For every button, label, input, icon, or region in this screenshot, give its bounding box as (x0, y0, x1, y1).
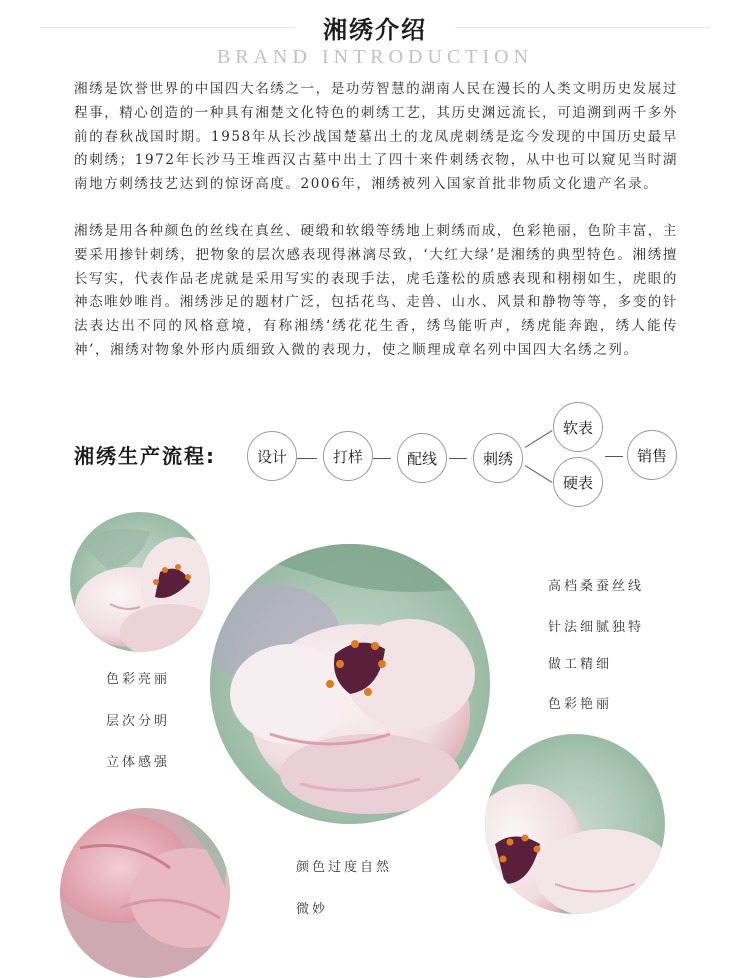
caption-right-3: 做工精细 (548, 657, 613, 672)
flow-step-design: 设计 (247, 431, 297, 481)
peony-embroidery-image (70, 512, 210, 652)
peony-embroidery-image (210, 544, 490, 824)
caption-right-2: 针法细腻独特 (548, 620, 645, 635)
peony-embroidery-image (485, 734, 665, 914)
flow-connector (525, 430, 553, 448)
caption-right-1: 高档桑蚕丝线 (548, 579, 645, 594)
caption-bottom-2: 微妙 (296, 902, 329, 917)
flow-step-sale: 销售 (627, 430, 677, 480)
flow-step-sample: 打样 (323, 431, 373, 481)
flow-connector (449, 458, 467, 459)
flow-step-embroider: 刺绣 (473, 433, 523, 483)
flow-connector (525, 465, 553, 483)
intro-paragraph-2: 湘绣是用各种颜色的丝线在真丝、硬缎和软缎等绣地上刺绣而成，色彩艳丽，色阶丰富，主要采用掺针刺绣，把物象的层次感表现得淋漓尽致，‘大红大绿’是湘绣的典型特色。湘绣擅长写实，代表作品老虎就是采用写实的表现手法，虎毛蓬松的质感表现和栩栩如生，虎眼的神态唯妙唯肖。湘绣涉足的题材广泛，包括花鸟、走兽、山水、风景和静物等等，多变的针法表达出不同的风格意境，有称湘绣‘绣花花生香，绣鸟能听声，绣虎能奔跑，绣人能传神’，湘绣对物象外形内质细致入微的表现力，使之顺理成章名列中国四大名绣之列。 (74, 223, 678, 358)
flow-connector (373, 458, 391, 459)
caption-right-4: 色彩艳丽 (548, 697, 613, 712)
caption-bottom-1: 颜色过度自然 (296, 860, 393, 875)
page-title: 湘绣介绍 (323, 16, 427, 44)
flow-step-soft-mount: 软表 (553, 402, 603, 452)
flow-step-thread: 配线 (397, 433, 447, 483)
caption-left-2: 层次分明 (106, 714, 171, 729)
caption-left-1: 色彩亮丽 (106, 672, 171, 687)
flow-connector (605, 456, 623, 457)
caption-left-3: 立体感强 (106, 755, 171, 770)
process-label: 湘绣生产流程: (74, 444, 216, 468)
peony-embroidery-image (60, 808, 230, 978)
flow-step-hard-mount: 硬表 (553, 457, 603, 507)
flow-connector (297, 458, 317, 459)
page-subtitle: BRAND INTRODUCTION (216, 46, 534, 68)
intro-paragraph-1: 湘绣是饮誉世界的中国四大名绣之一，是功劳智慧的湖南人民在漫长的人类文明历史发展过程事，精心创造的一种具有湘楚文化特色的刺绣工艺，其历史渊远流长，可追溯到两千多外前的春秋战国时期。1958年从长沙战国楚墓出土的龙凤虎刺绣是迄今发现的中国历史最早的刺绣；1972年长沙马王堆西汉古墓中出土了四十来件刺绣衣物，从中也可以窥见当时湖南地方刺绣技艺达到的惊讶高度。2006年，湘绣被列入国家首批非物质文化遗产名录。 (74, 81, 678, 193)
